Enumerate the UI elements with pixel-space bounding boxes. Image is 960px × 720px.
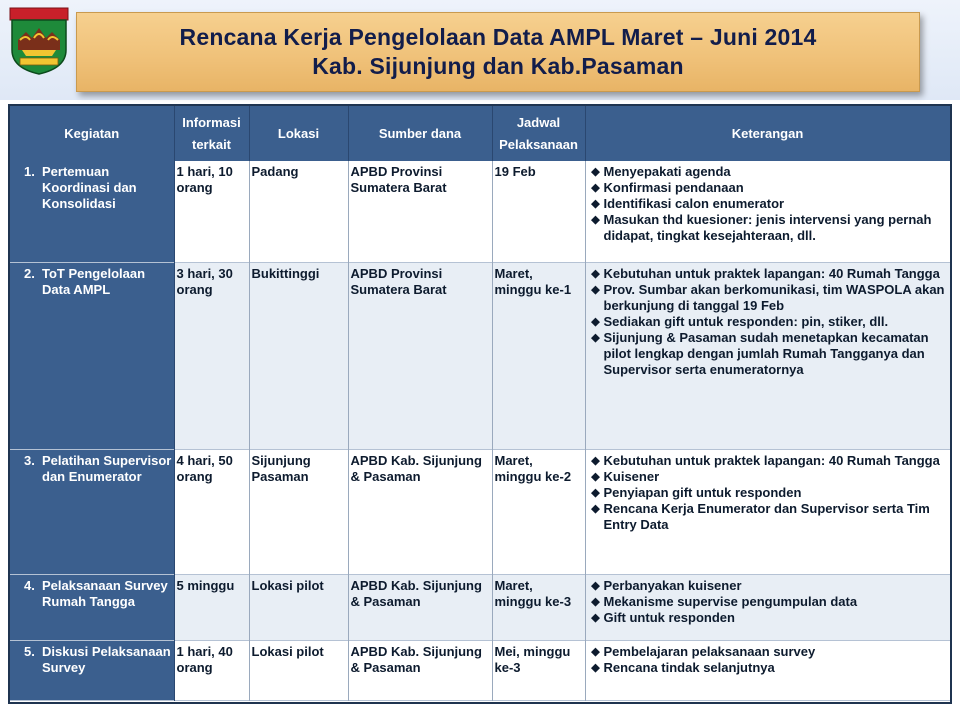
bullet-icon: ◆ (591, 283, 600, 296)
keterangan-cell (585, 262, 950, 449)
lokasi-cell: Lokasi pilot (249, 574, 348, 640)
sumber-dana-cell: APBD Kab. Sijunjung & Pasaman (348, 574, 492, 640)
list-item: ◆ Konfirmasi pendanaan (588, 180, 948, 196)
jadwal-cell: Maret, minggu ke-1 (492, 262, 585, 449)
lokasi-cell: Lokasi pilot (249, 640, 348, 700)
list-item: ◆ Masukan thd kuesioner: jenis intervensi yang pernah didapat, tingkat kesejahteraan, dll. (588, 212, 948, 244)
bullet-icon: ◆ (591, 315, 600, 328)
keterangan-cell (585, 449, 950, 574)
column-header-sumber-dana: Sumber dana (348, 106, 492, 161)
informasi-cell: 1 hari, 10 orang (174, 161, 249, 262)
row-number: 2. (24, 265, 35, 281)
lokasi-cell: Bukittinggi (249, 262, 348, 449)
kegiatan-cell (10, 574, 174, 640)
column-header-lokasi: Lokasi (249, 106, 348, 161)
list-item: ◆ Mekanisme supervise pengumpulan data (588, 594, 948, 610)
list-item: ◆ Perbanyakan kuisener (588, 578, 948, 594)
informasi-cell: 1 hari, 40 orang (174, 640, 249, 700)
bullet-icon: ◆ (591, 182, 600, 194)
table-header-row (10, 106, 950, 161)
table-row (10, 574, 950, 640)
list-item: ◆ Kebutuhan untuk praktek lapangan: 40 Rumah Tangga (588, 266, 948, 282)
keterangan-cell (585, 640, 950, 700)
informasi-cell: 3 hari, 30 orang (174, 262, 249, 449)
bullet-icon: ◆ (591, 502, 600, 515)
informasi-cell: 4 hari, 50 orang (174, 449, 249, 574)
table-row (10, 449, 950, 574)
row-number: 5. (24, 643, 35, 659)
bullet-icon: ◆ (591, 595, 600, 608)
work-plan-table (10, 106, 951, 701)
sumber-dana-cell: APBD Kab. Sijunjung & Pasaman (348, 640, 492, 700)
kegiatan-name: Pelaksanaan Survey Rumah Tangga (42, 577, 168, 609)
jadwal-cell: Mei, minggu ke-3 (492, 640, 585, 700)
column-header-jadwal: Jadwal Pelaksanaan (492, 106, 585, 161)
bullet-icon: ◆ (591, 214, 600, 226)
table-row (10, 161, 950, 262)
kegiatan-name: Diskusi Pelaksanaan Survey (42, 643, 171, 675)
list-item: ◆ Menyepakati agenda (588, 164, 948, 180)
list-item: ◆ Sediakan gift untuk responden: pin, stiker, dll. (588, 314, 948, 330)
lokasi-cell: Sijunjung Pasaman (249, 449, 348, 574)
sumatera-barat-emblem (6, 6, 72, 76)
kegiatan-cell (10, 262, 174, 449)
sumber-dana-cell: APBD Provinsi Sumatera Barat (348, 161, 492, 262)
kegiatan-name: ToT Pengelolaan Data AMPL (42, 265, 146, 297)
row-number: 1. (24, 164, 35, 179)
column-header-keterangan: Keterangan (585, 106, 950, 161)
title-banner (76, 12, 920, 92)
lokasi-cell: Padang (249, 161, 348, 262)
list-item: ◆ Sijunjung & Pasaman sudah menetapkan kecamatan pilot lengkap dengan jumlah Rumah Tangganya dan Supervisor serta enumeratornya (588, 330, 948, 378)
bullet-icon: ◆ (591, 645, 600, 658)
keterangan-cell (585, 161, 950, 262)
list-item: ◆ Kuisener (588, 469, 948, 485)
kegiatan-cell (10, 449, 174, 574)
table-row (10, 640, 950, 700)
bullet-icon: ◆ (591, 198, 600, 210)
jadwal-cell: Maret, minggu ke-2 (492, 449, 585, 574)
sumber-dana-cell: APBD Provinsi Sumatera Barat (348, 262, 492, 449)
bullet-icon: ◆ (591, 454, 600, 467)
list-item: ◆ Identifikasi calon enumerator (588, 196, 948, 212)
bullet-icon: ◆ (591, 661, 600, 674)
kegiatan-name: Pelatihan Supervisor dan Enumerator (42, 452, 172, 484)
bullet-icon: ◆ (591, 611, 600, 624)
row-number: 4. (24, 577, 35, 593)
work-plan-table-container (8, 104, 952, 704)
jadwal-cell: 19 Feb (492, 161, 585, 262)
page-subtitle: Kab. Sijunjung dan Kab.Pasaman (312, 53, 684, 79)
bullet-icon: ◆ (591, 579, 600, 592)
bullet-icon: ◆ (591, 486, 600, 499)
row-number: 3. (24, 452, 35, 468)
list-item: ◆ Pembelajaran pelaksanaan survey (588, 644, 948, 660)
sumber-dana-cell: APBD Kab. Sijunjung & Pasaman (348, 449, 492, 574)
column-header-informasi: Informasi terkait (174, 106, 249, 161)
list-item: ◆ Rencana tindak selanjutnya (588, 660, 948, 676)
bullet-icon: ◆ (591, 166, 600, 178)
bullet-icon: ◆ (591, 470, 600, 483)
page-title: Rencana Kerja Pengelolaan Data AMPL Maret – Juni 2014 (179, 24, 817, 50)
list-item: ◆ Gift untuk responden (588, 610, 948, 626)
keterangan-cell (585, 574, 950, 640)
list-item: ◆ Kebutuhan untuk praktek lapangan: 40 Rumah Tangga (588, 453, 948, 469)
kegiatan-name: Pertemuan Koordinasi dan Konsolidasi (42, 164, 137, 211)
list-item: ◆ Prov. Sumbar akan berkomunikasi, tim WASPOLA akan berkunjung di tanggal 19 Feb (588, 282, 948, 314)
list-item: ◆ Penyiapan gift untuk responden (588, 485, 948, 501)
informasi-cell: 5 minggu (174, 574, 249, 640)
column-header-kegiatan: Kegiatan (10, 106, 174, 161)
kegiatan-cell (10, 161, 174, 262)
table-row (10, 262, 950, 449)
jadwal-cell: Maret, minggu ke-3 (492, 574, 585, 640)
bullet-icon: ◆ (591, 331, 600, 344)
list-item: ◆ Rencana Kerja Enumerator dan Supervisor serta Tim Entry Data (588, 501, 948, 533)
kegiatan-cell (10, 640, 174, 700)
bullet-icon: ◆ (591, 267, 600, 280)
